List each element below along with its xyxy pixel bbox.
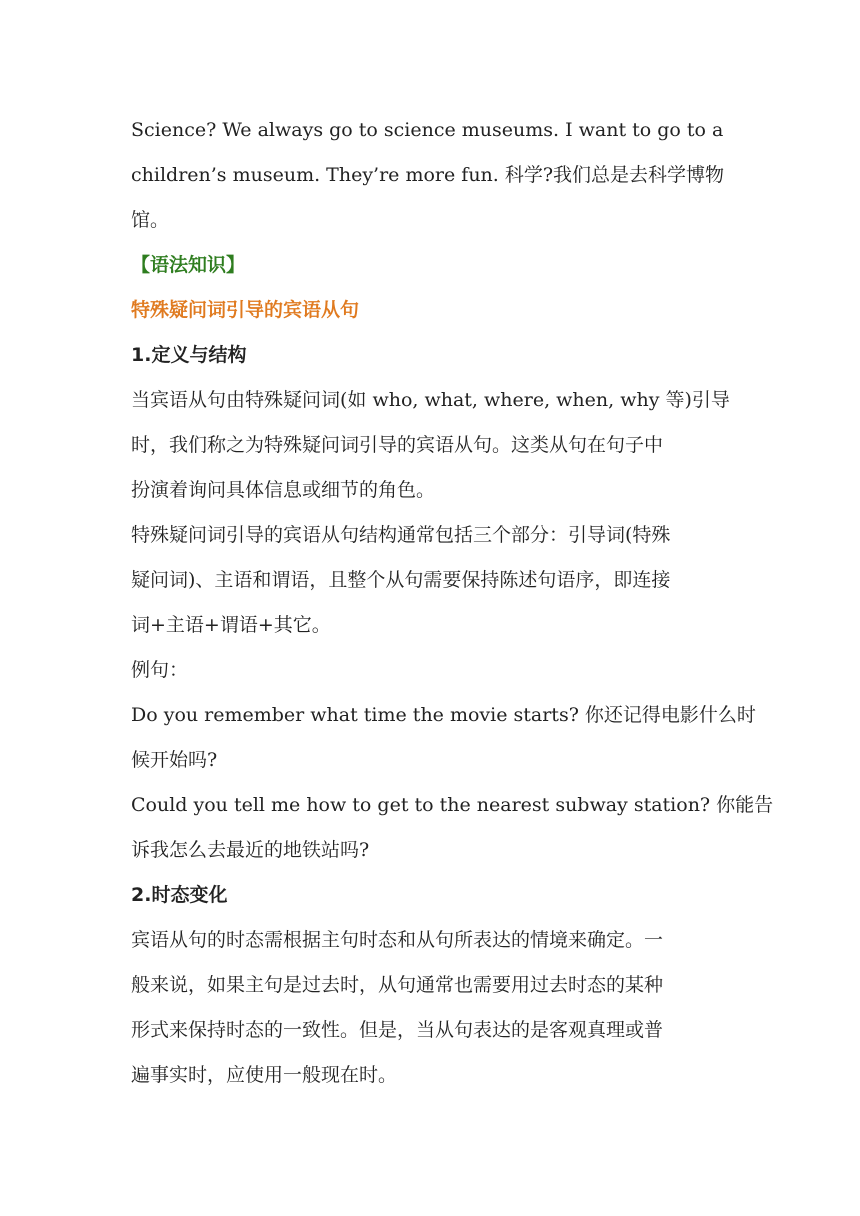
- section1-title: 1.定义与结构: [131, 344, 247, 366]
- text-line: 遍事实时，应使用一般现在时。: [131, 1064, 398, 1086]
- text-line: 词+主语+谓语+其它。: [131, 614, 331, 636]
- example-sentence-2: [131, 783, 774, 873]
- text-line: 诉我怎么去最近的地铁站吗?: [131, 839, 370, 861]
- grammar-heading: 【语法知识】: [131, 254, 246, 276]
- text-line: Science? We always go to science museums. I want to go to a: [131, 119, 724, 141]
- example-sentence-1: [131, 693, 756, 783]
- topic-heading: 特殊疑问词引导的宾语从句: [131, 299, 360, 321]
- text-line: 形式来保持时态的一致性。但是，当从句表达的是客观真理或普: [131, 1019, 664, 1041]
- text-line: children’s museum. They’re more fun. 科学?我们总是去科学博物: [131, 164, 725, 186]
- document-page: [131, 108, 774, 1098]
- text-line: 疑问词)、主语和谓语，且整个从句需要保持陈述句语序，即连接: [131, 569, 671, 591]
- text-line: 扮演着询问具体信息或细节的角色。: [131, 479, 436, 501]
- text-line: 当宾语从句由特殊疑问词(如 who, what, where, when, why 等)引导: [131, 389, 730, 411]
- intro-paragraph: [131, 108, 731, 243]
- text-line: Could you tell me how to get to the nearest subway station? 你能告: [131, 794, 774, 816]
- section2-title: 2.时态变化: [131, 884, 228, 906]
- structure-paragraph: [131, 513, 731, 648]
- text-line: 特殊疑问词引导的宾语从句结构通常包括三个部分：引导词(特殊: [131, 524, 671, 546]
- tense-paragraph: [131, 918, 731, 1098]
- text-line: 宾语从句的时态需根据主句时态和从句所表达的情境来确定。一: [131, 929, 664, 951]
- example-label: 例句：: [131, 659, 189, 681]
- text-line: Do you remember what time the movie starts? 你还记得电影什么时: [131, 704, 756, 726]
- text-line: 馆。: [131, 209, 170, 231]
- text-line: 候开始吗?: [131, 749, 218, 771]
- definition-paragraph: [131, 378, 731, 513]
- text-line: 般来说，如果主句是过去时，从句通常也需要用过去时态的某种: [131, 974, 664, 996]
- text-line: 时，我们称之为特殊疑问词引导的宾语从句。这类从句在句子中: [131, 434, 664, 456]
